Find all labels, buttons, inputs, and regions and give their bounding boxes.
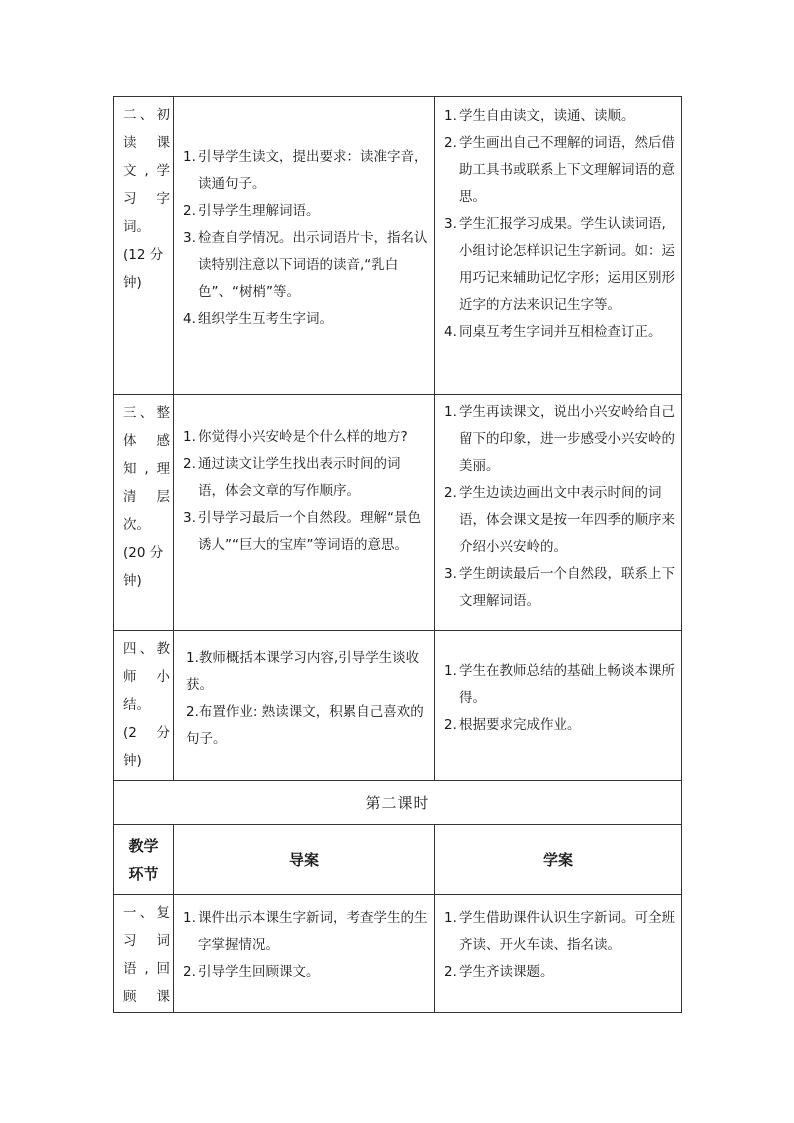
list-item bbox=[186, 645, 426, 699]
item-text: 教师概括本课学习内容,引导学生谈收获。 bbox=[186, 650, 420, 693]
list-item bbox=[444, 319, 677, 346]
list-item bbox=[183, 306, 428, 333]
stage-line: 次。 bbox=[123, 517, 150, 533]
item-text: 通过读文让学生找出表示时间的词语，体会文章的写作顺序。 bbox=[198, 456, 401, 499]
header-guide: 导案 bbox=[174, 825, 435, 895]
list-item bbox=[183, 144, 428, 198]
item-number: 1. bbox=[183, 149, 196, 165]
stage-line: 文,学 bbox=[123, 163, 170, 179]
stage-line: 师 小 bbox=[123, 669, 170, 685]
duration-line: 钟) bbox=[123, 753, 142, 769]
stage-cell bbox=[114, 97, 174, 395]
item-number: 1. bbox=[183, 910, 196, 926]
list-item bbox=[444, 103, 677, 130]
list-item bbox=[183, 451, 426, 505]
stage-line: 三、整 bbox=[123, 405, 170, 421]
stage-line: 习 字 bbox=[123, 191, 170, 207]
stage-line: 习 词 bbox=[123, 933, 170, 949]
item-text: 学生在教师总结的基础上畅谈本课所得。 bbox=[459, 663, 675, 706]
header-stage-line: 教学 bbox=[128, 836, 159, 855]
guide-cell bbox=[174, 97, 435, 395]
study-cell bbox=[435, 97, 682, 395]
table-row bbox=[114, 395, 682, 631]
study-cell bbox=[435, 395, 682, 631]
guide-cell bbox=[174, 631, 435, 781]
stage-line: 结。 bbox=[123, 697, 150, 713]
item-text: 学生汇报学习成果。学生认读词语,小组讨论怎样识记生字新词。如：运用巧记来辅助记忆字形；运用区别形近字的方法来识记生字等。 bbox=[459, 216, 675, 313]
list-item bbox=[183, 225, 428, 306]
item-text: 课件出示本课生字新词，考查学生的生字掌握情况。 bbox=[198, 910, 428, 953]
item-number: 1. bbox=[444, 910, 457, 926]
list-item bbox=[444, 959, 677, 986]
item-text: 同桌互考生字词并互相检查订正。 bbox=[459, 324, 662, 340]
item-number: 2. bbox=[444, 135, 457, 151]
item-number: 4. bbox=[183, 311, 196, 327]
item-text: 学生齐读课题。 bbox=[459, 964, 554, 980]
header-stage-line: 环节 bbox=[128, 864, 159, 883]
item-number: 2. bbox=[444, 964, 457, 980]
stage-line: 体 感 bbox=[123, 433, 170, 449]
item-text: 学生再读课文，说出小兴安岭给自己留下的印象，进一步感受小兴安岭的美丽。 bbox=[459, 404, 675, 474]
item-number: 3. bbox=[183, 510, 196, 526]
duration-line: (12 分 bbox=[123, 247, 164, 263]
item-number: 2. bbox=[183, 203, 196, 219]
stage-line: 语,回 bbox=[123, 961, 170, 977]
item-text: 学生画出自己不理解的词语，然后借助工具书或联系上下文理解词语的意思。 bbox=[459, 135, 675, 205]
list-item bbox=[444, 130, 677, 211]
guide-cell bbox=[174, 395, 435, 631]
stage-line: 词。 bbox=[123, 219, 150, 235]
stage-line: 知,理 bbox=[123, 461, 170, 477]
section-title: 第二课时 bbox=[114, 781, 682, 825]
item-text: 组织学生互考生字词。 bbox=[198, 311, 333, 327]
study-cell bbox=[435, 631, 682, 781]
item-number: 1. bbox=[183, 429, 196, 445]
item-number: 2. bbox=[183, 456, 196, 472]
list-item bbox=[444, 399, 677, 480]
item-number: 1. bbox=[186, 650, 199, 666]
item-number: 3. bbox=[444, 566, 457, 582]
stage-line: 清 层 bbox=[123, 489, 170, 505]
stage-line: 二、初 bbox=[123, 107, 170, 123]
list-item bbox=[444, 561, 677, 615]
list-item bbox=[183, 959, 430, 986]
list-item bbox=[444, 712, 675, 739]
duration-line: 钟) bbox=[123, 275, 142, 291]
stage-line: 一、复 bbox=[123, 905, 170, 921]
lesson-plan-table bbox=[113, 96, 682, 1013]
item-text: 学生借助课件认识生字新词。可全班齐读、开火车读、指名读。 bbox=[459, 910, 675, 953]
item-text: 学生自由读文，读通、读顺。 bbox=[459, 108, 635, 124]
item-text: 学生朗读最后一个自然段，联系上下文理解词语。 bbox=[459, 566, 675, 609]
header-stage bbox=[114, 825, 174, 895]
list-item bbox=[183, 905, 430, 959]
table-row bbox=[114, 631, 682, 781]
item-number: 2. bbox=[444, 717, 457, 733]
stage-line: 顾 课 bbox=[123, 989, 170, 1005]
item-text: 引导学生读文，提出要求：读准字音，读通句子。 bbox=[198, 149, 428, 192]
table-header-row bbox=[114, 825, 682, 895]
table-row bbox=[114, 97, 682, 395]
study-cell bbox=[435, 895, 682, 1013]
stage-cell bbox=[114, 631, 174, 781]
stage-line: 读 课 bbox=[123, 135, 170, 151]
stage-cell bbox=[114, 395, 174, 631]
item-number: 4. bbox=[444, 324, 457, 340]
item-number: 3. bbox=[444, 216, 457, 232]
duration-line: (20 分 bbox=[123, 545, 164, 561]
item-text: 你觉得小兴安岭是个什么样的地方? bbox=[198, 429, 408, 445]
item-number: 2. bbox=[186, 704, 199, 720]
duration-line: 钟) bbox=[123, 573, 142, 589]
list-item bbox=[444, 211, 677, 319]
item-number: 1. bbox=[444, 663, 457, 679]
list-item bbox=[444, 480, 677, 561]
item-text: 学生边读边画出文中表示时间的词语，体会课文是按一年四季的顺序来介绍小兴安岭的。 bbox=[459, 485, 675, 555]
table-row bbox=[114, 895, 682, 1013]
item-number: 2. bbox=[444, 485, 457, 501]
list-item bbox=[183, 198, 428, 225]
item-text: 布置作业: 熟读课文，积累自己喜欢的句子。 bbox=[186, 704, 424, 747]
item-number: 2. bbox=[183, 964, 196, 980]
item-number: 3. bbox=[183, 230, 196, 246]
item-text: 引导学生回顾课文。 bbox=[198, 964, 320, 980]
table-row bbox=[114, 781, 682, 825]
list-item bbox=[183, 505, 426, 559]
list-item bbox=[183, 424, 426, 451]
item-text: 根据要求完成作业。 bbox=[459, 717, 581, 733]
stage-cell bbox=[114, 895, 174, 1013]
list-item bbox=[444, 658, 675, 712]
item-text: 检查自学情况。出示词语片卡，指名认读特别注意以下词语的读音,“乳白色”、“树梢”等。 bbox=[198, 230, 428, 300]
list-item bbox=[186, 699, 426, 753]
item-number: 1. bbox=[444, 404, 457, 420]
list-item bbox=[444, 905, 677, 959]
duration-line: (2 分 bbox=[123, 725, 170, 741]
stage-line: 四、教 bbox=[123, 641, 170, 657]
item-text: 引导学生理解词语。 bbox=[198, 203, 320, 219]
header-study: 学案 bbox=[435, 825, 682, 895]
guide-cell bbox=[174, 895, 435, 1013]
item-text: 引导学习最后一个自然段。理解“景色诱人”“巨大的宝库”等词语的意思。 bbox=[198, 510, 421, 553]
item-number: 1. bbox=[444, 108, 457, 124]
